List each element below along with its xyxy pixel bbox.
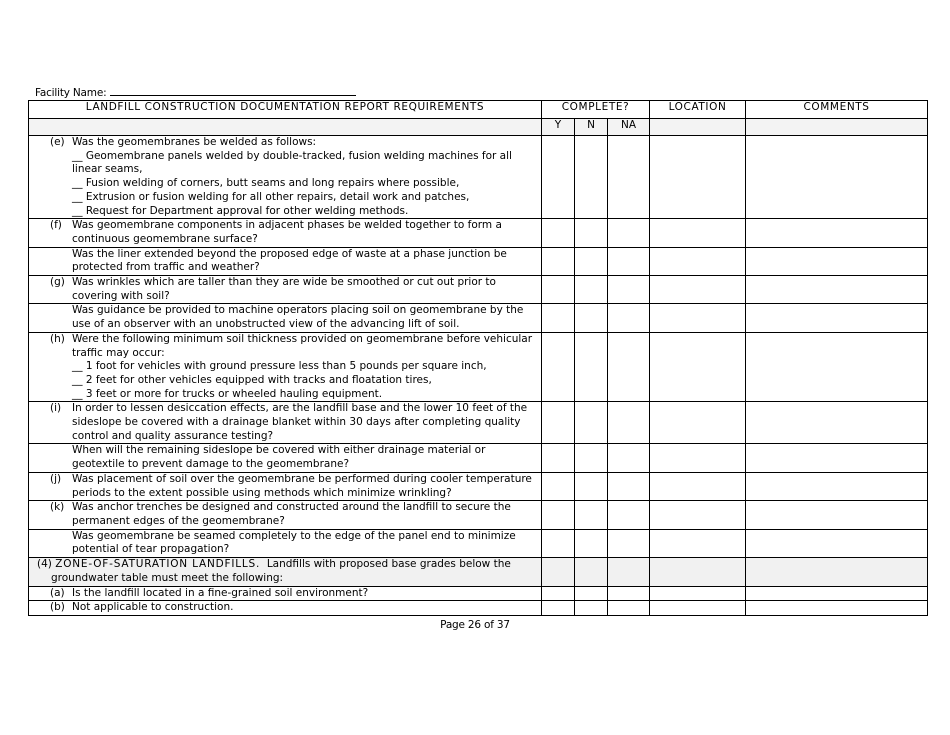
comments-cell[interactable] <box>746 136 928 219</box>
table-row <box>29 276 928 304</box>
subheader-blank <box>746 119 928 136</box>
table-row <box>29 529 928 557</box>
location-cell[interactable] <box>650 247 746 275</box>
requirement-cell <box>29 219 542 247</box>
comments-cell[interactable] <box>746 472 928 500</box>
option-text: __ Fusion welding of corners, butt seams and long repairs where possible, <box>72 177 460 190</box>
table-header-row <box>29 101 928 119</box>
comments-cell[interactable] <box>746 501 928 529</box>
na-cell[interactable] <box>608 332 650 402</box>
location-cell[interactable] <box>650 586 746 601</box>
requirement-cell <box>29 276 542 304</box>
no-cell[interactable] <box>575 219 608 247</box>
table-row <box>29 402 928 444</box>
comments-header: COMMENTS <box>746 101 928 119</box>
option-text: __ Extrusion or fusion welding for all other repairs, detail work and patches, <box>72 190 470 203</box>
item-label: (e) <box>50 136 65 148</box>
comments-cell[interactable] <box>746 402 928 444</box>
no-cell[interactable] <box>575 529 608 557</box>
no-cell[interactable] <box>575 402 608 444</box>
yes-cell[interactable] <box>542 304 575 332</box>
yes-cell[interactable] <box>542 529 575 557</box>
item-label: (b) <box>50 601 65 614</box>
yes-cell[interactable] <box>542 586 575 601</box>
yes-cell[interactable] <box>542 601 575 616</box>
yes-cell[interactable] <box>542 276 575 304</box>
item-text: In order to lessen desiccation effects, are the landfill base and the lower 10 feet of the sideslope be covered with a drainage blanket within 30 days after completing quality control and quality assurance testing? <box>72 402 528 442</box>
no-cell <box>575 558 608 586</box>
section-title: ZONE-OF-SATURATION LANDFILLS. <box>55 558 261 571</box>
table-row <box>29 219 928 247</box>
option-text: __ 3 feet or more for trucks or wheeled hauling equipment. <box>72 387 383 400</box>
requirement-cell <box>29 501 542 529</box>
page-number: Page 26 of 37 <box>440 619 510 631</box>
na-cell[interactable] <box>608 304 650 332</box>
na-cell[interactable] <box>608 444 650 472</box>
na-cell[interactable] <box>608 219 650 247</box>
requirement-cell <box>29 332 542 402</box>
table-subheader-row <box>29 119 928 136</box>
yes-cell[interactable] <box>542 472 575 500</box>
requirement-cell <box>29 472 542 500</box>
requirement-cell <box>29 136 542 219</box>
no-header: N <box>575 119 608 136</box>
comments-cell[interactable] <box>746 332 928 402</box>
no-cell[interactable] <box>575 501 608 529</box>
item-text: Was placement of soil over the geomembrane be performed during cooler temperature periods to the extent possible using methods which minimize wrinkling? <box>72 472 532 499</box>
yes-cell <box>542 558 575 586</box>
item-label: (f) <box>50 219 62 232</box>
location-cell[interactable] <box>650 136 746 219</box>
no-cell[interactable] <box>575 136 608 219</box>
facility-name-label: Facility Name: <box>35 87 107 99</box>
item-text: Was guidance be provided to machine operators placing soil on geomembrane by the use of an observer with an unobstructed view of the advancing lift of soil. <box>72 304 524 331</box>
na-cell <box>608 558 650 586</box>
comments-cell[interactable] <box>746 444 928 472</box>
item-label: (j) <box>50 472 62 485</box>
requirement-cell <box>29 601 542 616</box>
item-text: Was the geomembranes be welded as follows: <box>72 136 317 148</box>
item-label: (a) <box>50 586 65 599</box>
item-text: When will the remaining sideslope be covered with either drainage material or geotextile to prevent damage to the geomembrane? <box>72 444 486 471</box>
yes-cell[interactable] <box>542 332 575 402</box>
item-text: Was anchor trenches be designed and constructed around the landfill to secure the permanent edges of the geomembrane? <box>72 501 511 527</box>
section-heading-cell <box>29 558 542 586</box>
yes-cell[interactable] <box>542 219 575 247</box>
no-cell[interactable] <box>575 247 608 275</box>
item-text: Were the following minimum soil thickness provided on geomembrane before vehicular traffic may occur: <box>72 332 533 359</box>
table-row <box>29 501 928 529</box>
na-cell[interactable] <box>608 247 650 275</box>
item-label: (i) <box>50 402 62 415</box>
yes-cell[interactable] <box>542 136 575 219</box>
section-row <box>29 558 928 586</box>
na-cell[interactable] <box>608 586 650 601</box>
table-row <box>29 472 928 500</box>
location-cell[interactable] <box>650 444 746 472</box>
location-cell[interactable] <box>650 501 746 529</box>
location-cell[interactable] <box>650 304 746 332</box>
na-cell[interactable] <box>608 136 650 219</box>
option-text: __ 2 feet for other vehicles equipped with tracks and floatation tires, <box>72 373 432 386</box>
complete-header: COMPLETE? <box>542 101 650 119</box>
no-cell[interactable] <box>575 444 608 472</box>
no-cell[interactable] <box>575 332 608 402</box>
item-text: Not applicable to construction. <box>72 601 234 614</box>
requirement-cell <box>29 529 542 557</box>
location-header: LOCATION <box>650 101 746 119</box>
na-cell[interactable] <box>608 402 650 444</box>
no-cell[interactable] <box>575 586 608 601</box>
requirements-table <box>28 100 928 616</box>
item-label: (g) <box>50 276 65 289</box>
requirement-cell <box>29 247 542 275</box>
table-row <box>29 444 928 472</box>
item-text: Is the landfill located in a fine-grained soil environment? <box>72 586 369 599</box>
subheader-blank <box>29 119 542 136</box>
table-row <box>29 304 928 332</box>
facility-name-field <box>35 86 356 99</box>
na-cell[interactable] <box>608 472 650 500</box>
requirement-cell <box>29 402 542 444</box>
comments-cell[interactable] <box>746 601 928 616</box>
no-cell[interactable] <box>575 276 608 304</box>
requirement-cell <box>29 304 542 332</box>
no-cell[interactable] <box>575 601 608 616</box>
subheader-blank <box>650 119 746 136</box>
requirement-cell <box>29 586 542 601</box>
comments-cell[interactable] <box>746 529 928 557</box>
location-cell[interactable] <box>650 332 746 402</box>
table-row <box>29 332 928 402</box>
item-text: Was geomembrane components in adjacent phases be welded together to form a continuous geomembrane surface? <box>72 219 502 245</box>
comments-cell[interactable] <box>746 304 928 332</box>
section-text: Landfills with proposed base grades below the groundwater table must meet the following: <box>51 558 511 584</box>
requirement-cell <box>29 444 542 472</box>
comments-cell <box>746 558 928 586</box>
no-cell[interactable] <box>575 304 608 332</box>
table-row <box>29 586 928 601</box>
requirements-header: LANDFILL CONSTRUCTION DOCUMENTATION REPORT REQUIREMENTS <box>29 101 542 119</box>
item-label: (k) <box>50 501 65 514</box>
item-label: (h) <box>50 332 65 345</box>
facility-name-blank-line[interactable] <box>110 86 356 96</box>
section-number: (4) <box>37 558 52 571</box>
no-cell[interactable] <box>575 472 608 500</box>
comments-cell[interactable] <box>746 276 928 304</box>
comments-cell[interactable] <box>746 586 928 601</box>
location-cell[interactable] <box>650 472 746 500</box>
na-cell[interactable] <box>608 601 650 616</box>
na-cell[interactable] <box>608 276 650 304</box>
comments-cell[interactable] <box>746 247 928 275</box>
location-cell[interactable] <box>650 276 746 304</box>
na-header: NA <box>608 119 650 136</box>
yes-header: Y <box>542 119 575 136</box>
item-text: Was wrinkles which are taller than they are wide be smoothed or cut out prior to covering with soil? <box>72 276 496 302</box>
comments-cell[interactable] <box>746 219 928 247</box>
na-cell[interactable] <box>608 501 650 529</box>
item-text: Was the liner extended beyond the proposed edge of waste at a phase junction be protected from traffic and weather? <box>72 247 507 274</box>
location-cell[interactable] <box>650 402 746 444</box>
location-cell[interactable] <box>650 219 746 247</box>
table-row <box>29 136 928 219</box>
location-cell <box>650 558 746 586</box>
na-cell[interactable] <box>608 529 650 557</box>
yes-cell[interactable] <box>542 247 575 275</box>
item-text: Was geomembrane be seamed completely to the edge of the panel end to minimize potential of tear propagation? <box>72 529 516 556</box>
option-text: __ Geomembrane panels welded by double-tracked, fusion welding machines for all linear seams, <box>72 149 512 176</box>
table-row <box>29 601 928 616</box>
location-cell[interactable] <box>650 529 746 557</box>
location-cell[interactable] <box>650 601 746 616</box>
yes-cell[interactable] <box>542 501 575 529</box>
option-text: __ Request for Department approval for other welding methods. <box>72 204 409 217</box>
table-row <box>29 247 928 275</box>
yes-cell[interactable] <box>542 444 575 472</box>
yes-cell[interactable] <box>542 402 575 444</box>
option-text: __ 1 foot for vehicles with ground pressure less than 5 pounds per square inch, <box>72 360 487 373</box>
